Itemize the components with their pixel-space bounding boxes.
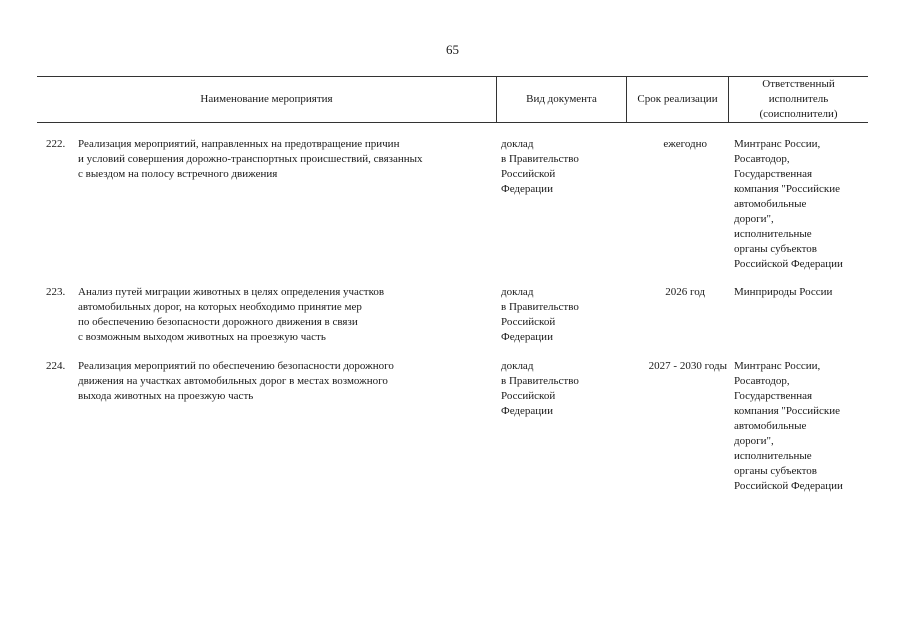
responsible-executor: Минтранс России, Росавтодор, Государственная компания "Российские автомобильные дороги", исполнительные органы субъектов Российской Федерации xyxy=(734,138,843,270)
row-number: 223. xyxy=(46,286,66,298)
row-number: 222. xyxy=(46,138,66,150)
responsible-executor: Минприроды России xyxy=(734,286,833,298)
document-type: доклад в Правительство Российской Федерации xyxy=(501,138,579,195)
activity-name: Реализация мероприятий, направленных на предотвращение причин и условий совершения дорожно-транспортных происшествий, связанных с выездом на полосу встречного движения xyxy=(78,138,423,180)
deadline: ежегодно xyxy=(663,138,707,150)
column-header-responsible: Ответственный исполнитель (соисполнители) xyxy=(759,77,838,120)
activity-name: Анализ путей миграции животных в целях определения участков автомобильных дорог, на которых необходимо принятие мер по обеспечению безопасности дорожного движения в связи с возможным выходом животных на проезжую часть xyxy=(78,286,385,343)
deadline: 2027 - 2030 годы xyxy=(648,360,727,372)
table-header-bottom-rule xyxy=(37,122,868,123)
column-header-name: Наименование мероприятия xyxy=(200,92,333,105)
responsible-executor: Минтранс России, Росавтодор, Государственная компания "Российские автомобильные дороги", исполнительные органы субъектов Российской Федерации xyxy=(734,360,843,492)
deadline: 2026 год xyxy=(665,286,705,298)
page-number: 65 xyxy=(446,42,459,57)
column-header-doc-type: Вид документа xyxy=(526,92,597,105)
document-type: доклад в Правительство Российской Федерации xyxy=(501,286,579,343)
activity-name: Реализация мероприятий по обеспечению безопасности дорожного движения на участках автомобильных дорог в местах возможного выхода животных на проезжую часть xyxy=(78,360,394,402)
row-number: 224. xyxy=(46,360,66,372)
document-type: доклад в Правительство Российской Федерации xyxy=(501,360,579,417)
column-header-deadline: Срок реализации xyxy=(637,92,718,105)
